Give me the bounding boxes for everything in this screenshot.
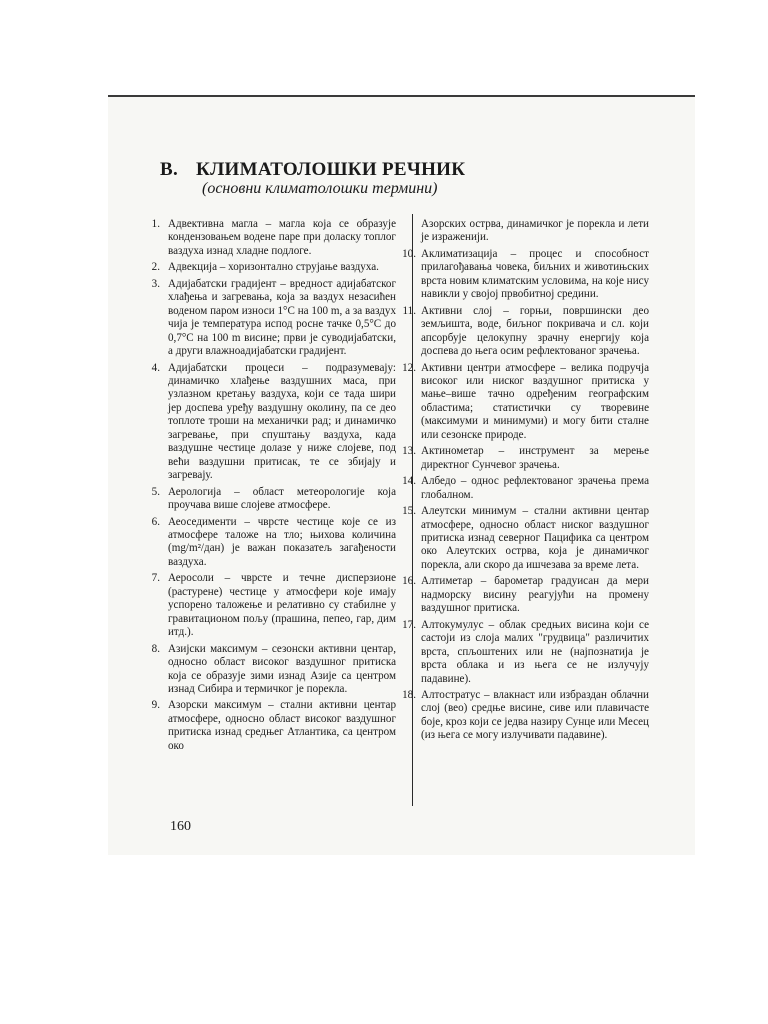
glossary-entry <box>402 304 649 359</box>
page-subtitle: (основни климатолошки термини) <box>202 180 438 197</box>
glossary-entry <box>151 261 396 274</box>
glossary-entry <box>151 277 396 359</box>
glossary-entry <box>402 475 649 502</box>
glossary-entry <box>402 505 649 572</box>
glossary-entry <box>402 445 649 472</box>
entry-number: 17. <box>402 618 416 631</box>
entry-number: 1. <box>151 218 160 230</box>
entry-number: 6. <box>151 515 160 528</box>
entry-text: Азијски максимум – сезонски активни центар, односно област високог ваздушног притиска која се образује зими изнад Азије са центром изнад Сибира и термичког је порекла. <box>168 642 396 695</box>
entry-number: 7. <box>151 572 160 585</box>
glossary-entry <box>402 361 649 443</box>
entry-number: 12. <box>402 361 416 374</box>
entry-text: Актинометар – инструмент за мерење директног Сунчевог зрачења. <box>421 445 649 471</box>
entry-text: Алтокумулус – облак средњих висина који се састоји из слоја малих "грудвица" различитих врста, спљоштених или не (најпознатија је врста облака и из њега се не излучују падавине). <box>421 618 649 685</box>
entry-text: Албедо – однос рефлектованог зрачења према глобалном. <box>421 475 649 501</box>
section-letter: B. <box>160 159 179 180</box>
section-title: КЛИМАТОЛОШКИ РЕЧНИК <box>196 159 466 180</box>
right-column <box>402 218 649 746</box>
entry-text: Адијабатски градијент – вредност адијабатског хлађења и загревања, која за ваздух незасићен воденом паром износи 1°C на 100 m, а за ваздух чија је температура испод росне тачке 0,5°C до 0,7°C на 100 m висине; први је суводијабатски, а други влажноадијабатски градијент. <box>168 277 396 358</box>
entry-text: Алеутски минимум – стални активни центар атмосфере, односно област ниског ваздушног притиска изнад северног Пацифика са центром око Алеутских острва, која је динамичког порекла, али скоро да ишчезава за време лета. <box>421 505 649 571</box>
entry-number: 3. <box>151 277 160 290</box>
continued-entry-text: Азорских острва, динамичког је порекла и лети је израженији. <box>421 218 649 244</box>
page-title <box>160 159 465 181</box>
entry-number: 16. <box>402 575 416 588</box>
entry-text: Активни слој – горњи, површински део земљишта, воде, биљног покривача и сл. који апсорбује целокупну зрачну енергију која доспева до њега осим рефлектованог зрачења. <box>421 304 649 358</box>
entry-number: 15. <box>402 505 416 518</box>
glossary-entry <box>402 618 649 686</box>
entry-number: 11. <box>402 304 416 317</box>
glossary-entry <box>151 485 396 513</box>
entry-number: 8. <box>151 642 160 655</box>
entry-number: 13. <box>402 445 416 458</box>
entry-text: Алтостратус – влакнаст или избраздан облачни слој (вео) средње висине, сиве или плавичасте боје, кроз који се једва назиру Сунце или Месец (из њега се могу излучивати падавине). <box>421 688 649 742</box>
glossary-entry <box>151 572 396 639</box>
entry-number: 4. <box>151 361 160 374</box>
glossary-entry <box>402 247 649 302</box>
entry-text: Аклиматизација – процес и способност прилагођавања човека, биљних и животињских врста новим климатским условима, на које нису навикли у својој првобитној средини. <box>421 247 649 301</box>
entry-number: 18. <box>402 688 416 701</box>
entry-number: 9. <box>151 699 160 712</box>
left-column <box>151 218 396 756</box>
entry-number: 14. <box>402 475 416 488</box>
page-number: 160 <box>170 819 191 834</box>
entry-text: Адијабатски процеси – подразумевају: динамичко хлађење ваздушних маса, при узлазном кретању ваздуха, који се тада шири јер доспева уређу ваздушну околину, па се део топлоте троши на механички рад; и динамичко загревање, при спуштању ваздуха, када ваздушне честице долазе у ниже слојеве, под већи ваздушни притисак, те се збијају и загревају. <box>168 361 396 482</box>
glossary-entry <box>151 642 396 697</box>
entry-number: 10. <box>402 247 416 260</box>
entry-text: Адвекција – хоризонтално струјање ваздуха. <box>168 261 379 274</box>
entry-text: Азорски максимум – стални активни центар атмосфере, односно област високог ваздушног притиска изнад средњег Атлантика, са центром око <box>168 699 396 752</box>
glossary-entry <box>151 699 396 753</box>
scanned-page <box>108 95 695 855</box>
entry-text: Алтиметар – барометар градуисан да мери надморску висину реагујући на промену ваздушног притиска. <box>421 575 649 615</box>
entry-text: Активни центри атмосфере – велика подручја високог или ниског ваздушног притиска у мање–више тачно одређеним географским областима; статистички су творевине (максимуми и минимуми) и могу бити сталне или сезонске природе. <box>421 361 649 441</box>
entry-number: 5. <box>151 485 160 498</box>
glossary-entry <box>151 218 396 258</box>
entry-text: Аеросоли – чврсте и течне дисперзионе (растурене) честице у атмосфери које имају успорено таложење и релативно су стабилне у гравитационом пољу (прашина, пепео, гар, дим итд.). <box>168 572 396 639</box>
entry-text: Аерологија – област метеорологије која проучава више слојеве атмосфере. <box>168 485 396 512</box>
entry-text: Аеоседименти – чврсте честице које се из атмосфере таложе на тло; њихова количина (mg/m²/дан) је важан показатељ загађености ваздуха. <box>168 515 396 568</box>
entry-number: 2. <box>151 261 160 274</box>
glossary-entry <box>151 515 396 570</box>
glossary-entry <box>402 688 649 743</box>
glossary-entry <box>402 575 649 615</box>
glossary-entry <box>151 361 396 483</box>
entry-text: Адвективна магла – магла која се образује кондензовањем водене паре при доласку топлог ваздуха изнад хладне подлоге. <box>168 218 396 257</box>
